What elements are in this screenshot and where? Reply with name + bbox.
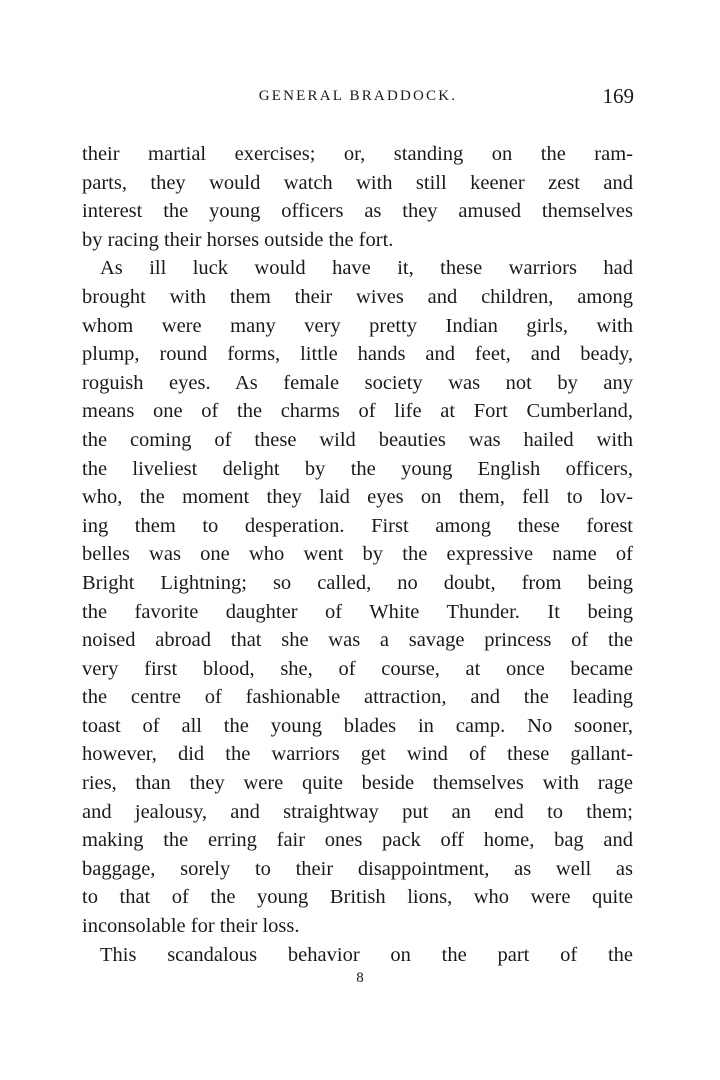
text-line: noised abroad that she was a savage princess of the [82,629,633,652]
text-line: roguish eyes. As female society was not by any [82,371,633,394]
text-line: the coming of these wild beauties was hailed with [82,428,633,451]
text-line: ries, than they were quite beside themselves with rage [82,772,633,795]
text-line: means one of the charms of life at Fort Cumberland, [82,400,633,423]
text-line: plump, round forms, little hands and feet, and beady, [82,343,633,366]
text-line: and jealousy, and straightway put an end to them; [82,800,633,823]
text-line: This scandalous behavior on the part of the [100,943,633,966]
text-line: by racing their horses outside the fort. [82,228,394,251]
text-line: to that of the young British lions, who were quite [82,886,633,909]
text-line: making the erring fair ones pack off home, bag and [82,829,633,852]
text-line: belles was one who went by the expressive name of [82,543,633,566]
text-line: inconsolable for their loss. [82,915,300,938]
text-line: Bright Lightning; so called, no doubt, from being [82,571,633,594]
page-number: 169 [602,84,634,108]
text-line: whom were many very pretty Indian girls, with [82,314,633,337]
body-text [82,140,633,969]
signature-mark: 8 [356,970,364,986]
running-header [82,86,634,112]
text-line: interest the young officers as they amused themselves [82,200,633,223]
text-line: who, the moment they laid eyes on them, fell to lov- [82,486,633,509]
running-title: GENERAL BRADDOCK. [258,88,458,104]
text-line: very first blood, she, of course, at once became [82,657,633,680]
text-line: the liveliest delight by the young English officers, [82,457,633,480]
text-line: baggage, sorely to their disappointment, as well as [82,857,633,880]
text-line: their martial exercises; or, standing on the ram- [82,143,633,165]
text-line: ing them to desperation. First among these forest [82,514,633,537]
text-line: As ill luck would have it, these warriors had [100,257,633,280]
text-line: parts, they would watch with still keener zest and [82,171,633,194]
text-line: however, did the warriors get wind of these gallant- [82,743,633,766]
text-line: brought with them their wives and children, among [82,285,633,308]
text-line: toast of all the young blades in camp. No sooner, [82,714,633,737]
text-line: the favorite daughter of White Thunder. It being [82,600,633,623]
text-line: the centre of fashionable attraction, and the leading [82,686,633,709]
